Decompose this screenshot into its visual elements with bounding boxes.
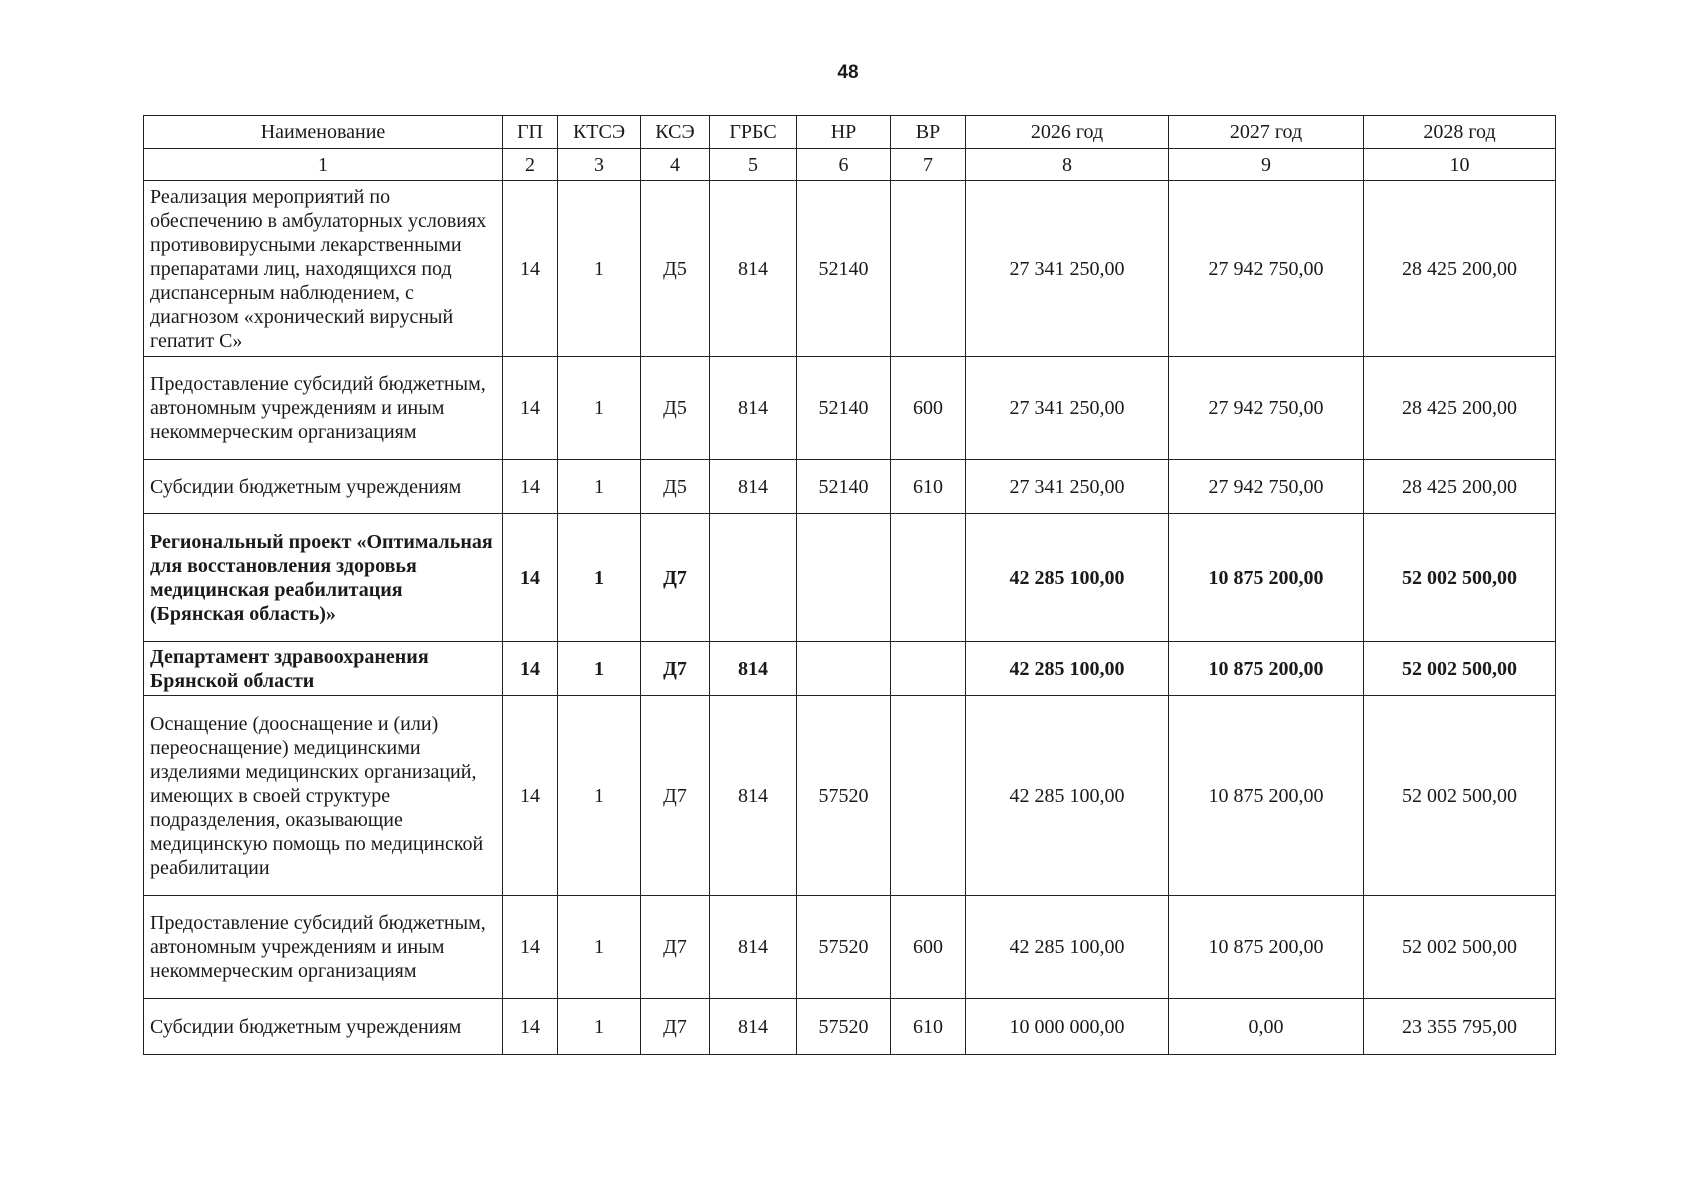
- column-number: 1: [144, 149, 503, 181]
- cell-grbs: 814: [710, 357, 797, 460]
- cell-2028: 28 425 200,00: [1364, 357, 1556, 460]
- cell-2027: 10 875 200,00: [1169, 696, 1364, 896]
- cell-kse: Д7: [641, 896, 710, 999]
- cell-gp: 14: [503, 181, 558, 357]
- table-row: [144, 696, 1556, 896]
- cell-vr: [891, 642, 966, 696]
- cell-nr: [797, 642, 891, 696]
- column-number: 3: [558, 149, 641, 181]
- cell-kse: Д7: [641, 696, 710, 896]
- row-name: Предоставление субсидий бюджетным, автономным учреждениям и иным некоммерческим организациям: [144, 896, 503, 999]
- cell-2026: 10 000 000,00: [966, 999, 1169, 1055]
- cell-kse: Д5: [641, 357, 710, 460]
- header-kse: КСЭ: [641, 116, 710, 149]
- table-row: [144, 357, 1556, 460]
- header-ktse: КТСЭ: [558, 116, 641, 149]
- header-gp: ГП: [503, 116, 558, 149]
- cell-vr: 610: [891, 999, 966, 1055]
- header-vr: ВР: [891, 116, 966, 149]
- column-number: 5: [710, 149, 797, 181]
- column-number: 8: [966, 149, 1169, 181]
- cell-grbs: 814: [710, 896, 797, 999]
- table-row: [144, 642, 1556, 696]
- column-number: 10: [1364, 149, 1556, 181]
- table-row: [144, 896, 1556, 999]
- table-row: [144, 514, 1556, 642]
- cell-nr: 52140: [797, 357, 891, 460]
- cell-2026: 42 285 100,00: [966, 696, 1169, 896]
- cell-2026: 42 285 100,00: [966, 896, 1169, 999]
- cell-vr: [891, 514, 966, 642]
- cell-nr: 57520: [797, 896, 891, 999]
- cell-gp: 14: [503, 460, 558, 514]
- cell-ktse: 1: [558, 514, 641, 642]
- cell-nr: 52140: [797, 181, 891, 357]
- cell-kse: Д7: [641, 514, 710, 642]
- cell-kse: Д7: [641, 642, 710, 696]
- cell-2026: 42 285 100,00: [966, 642, 1169, 696]
- cell-ktse: 1: [558, 357, 641, 460]
- cell-2028: 28 425 200,00: [1364, 460, 1556, 514]
- cell-gp: 14: [503, 357, 558, 460]
- cell-2028: 28 425 200,00: [1364, 181, 1556, 357]
- cell-kse: Д5: [641, 181, 710, 357]
- cell-ktse: 1: [558, 460, 641, 514]
- cell-ktse: 1: [558, 642, 641, 696]
- header-name: Наименование: [144, 116, 503, 149]
- header-grbs: ГРБС: [710, 116, 797, 149]
- cell-2028: 52 002 500,00: [1364, 642, 1556, 696]
- budget-table: [143, 115, 1556, 1055]
- header-row: [144, 116, 1556, 149]
- cell-grbs: 814: [710, 181, 797, 357]
- cell-2027: 27 942 750,00: [1169, 181, 1364, 357]
- header-nr: НР: [797, 116, 891, 149]
- cell-gp: 14: [503, 896, 558, 999]
- row-name: Оснащение (дооснащение и (или) переоснащение) медицинскими изделиями медицинских организаций, имеющих в своей структуре подразделения, оказывающие медицинскую помощь по медицинской реабилитации: [144, 696, 503, 896]
- cell-nr: [797, 514, 891, 642]
- cell-gp: 14: [503, 642, 558, 696]
- cell-2026: 27 341 250,00: [966, 460, 1169, 514]
- cell-vr: [891, 696, 966, 896]
- cell-grbs: 814: [710, 460, 797, 514]
- table-row: [144, 460, 1556, 514]
- row-name: Субсидии бюджетным учреждениям: [144, 460, 503, 514]
- cell-2027: 27 942 750,00: [1169, 460, 1364, 514]
- row-name: Субсидии бюджетным учреждениям: [144, 999, 503, 1055]
- row-name: Региональный проект «Оптимальная для восстановления здоровья медицинская реабилитация (Брянская область)»: [144, 514, 503, 642]
- column-number: 7: [891, 149, 966, 181]
- cell-vr: 600: [891, 357, 966, 460]
- cell-ktse: 1: [558, 181, 641, 357]
- cell-vr: [891, 181, 966, 357]
- cell-vr: 610: [891, 460, 966, 514]
- cell-2027: 27 942 750,00: [1169, 357, 1364, 460]
- cell-gp: 14: [503, 999, 558, 1055]
- row-name: Реализация мероприятий по обеспечению в амбулаторных условиях противовирусными лекарственными препаратами лиц, находящихся под диспансерным наблюдением, с диагнозом «хронический вирусный гепатит С»: [144, 181, 503, 357]
- page-number: 48: [837, 62, 859, 83]
- cell-2028: 52 002 500,00: [1364, 696, 1556, 896]
- cell-nr: 57520: [797, 696, 891, 896]
- header-2027: 2027 год: [1169, 116, 1364, 149]
- cell-gp: 14: [503, 696, 558, 896]
- cell-ktse: 1: [558, 896, 641, 999]
- header-2026: 2026 год: [966, 116, 1169, 149]
- cell-2027: 10 875 200,00: [1169, 896, 1364, 999]
- cell-gp: 14: [503, 514, 558, 642]
- cell-grbs: 814: [710, 999, 797, 1055]
- cell-nr: 52140: [797, 460, 891, 514]
- table-row: [144, 181, 1556, 357]
- row-name: Департамент здравоохранения Брянской области: [144, 642, 503, 696]
- column-number-row: [144, 149, 1556, 181]
- cell-ktse: 1: [558, 999, 641, 1055]
- cell-nr: 57520: [797, 999, 891, 1055]
- cell-2027: 10 875 200,00: [1169, 514, 1364, 642]
- cell-grbs: 814: [710, 642, 797, 696]
- cell-kse: Д7: [641, 999, 710, 1055]
- column-number: 2: [503, 149, 558, 181]
- table-row: [144, 999, 1556, 1055]
- cell-2027: 0,00: [1169, 999, 1364, 1055]
- cell-2026: 42 285 100,00: [966, 514, 1169, 642]
- cell-2026: 27 341 250,00: [966, 357, 1169, 460]
- cell-grbs: [710, 514, 797, 642]
- column-number: 6: [797, 149, 891, 181]
- column-number: 4: [641, 149, 710, 181]
- cell-grbs: 814: [710, 696, 797, 896]
- header-2028: 2028 год: [1364, 116, 1556, 149]
- cell-ktse: 1: [558, 696, 641, 896]
- cell-kse: Д5: [641, 460, 710, 514]
- cell-vr: 600: [891, 896, 966, 999]
- cell-2028: 52 002 500,00: [1364, 514, 1556, 642]
- column-number: 9: [1169, 149, 1364, 181]
- cell-2028: 23 355 795,00: [1364, 999, 1556, 1055]
- cell-2028: 52 002 500,00: [1364, 896, 1556, 999]
- row-name: Предоставление субсидий бюджетным, автономным учреждениям и иным некоммерческим организациям: [144, 357, 503, 460]
- cell-2026: 27 341 250,00: [966, 181, 1169, 357]
- cell-2027: 10 875 200,00: [1169, 642, 1364, 696]
